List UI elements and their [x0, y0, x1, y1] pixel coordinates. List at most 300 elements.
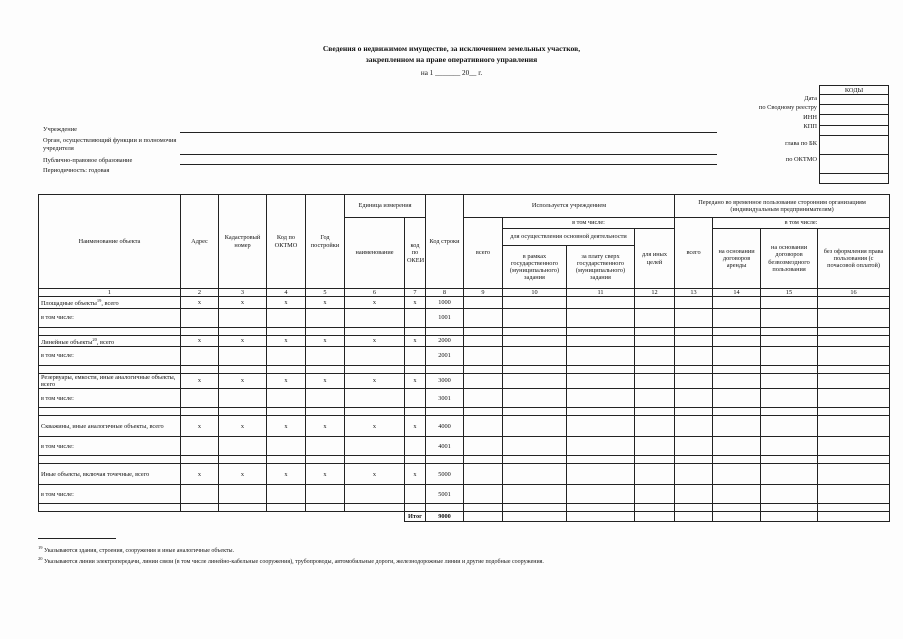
value-cell[interactable]: [345, 346, 405, 365]
value-cell[interactable]: [39, 456, 181, 464]
value-cell[interactable]: [675, 464, 713, 485]
value-cell[interactable]: [761, 373, 818, 388]
row-footnote-marker: 19: [96, 298, 102, 304]
value-cell[interactable]: [567, 327, 635, 335]
column-number-15: 15: [761, 289, 818, 297]
footnote-20-marker: 20: [38, 556, 43, 561]
header-state-task: в рамках государственного (муниципального) задания: [503, 246, 567, 289]
value-cell[interactable]: [567, 389, 635, 408]
value-cell[interactable]: [464, 504, 503, 512]
value-cell[interactable]: [635, 512, 675, 522]
value-cell[interactable]: [713, 437, 761, 456]
header-used-including: в том числе:: [503, 218, 675, 229]
value-cell[interactable]: [405, 389, 426, 408]
header-name: Наименование объекта: [39, 195, 181, 289]
value-cell[interactable]: [761, 504, 818, 512]
value-cell[interactable]: [761, 485, 818, 504]
total-row: [39, 512, 890, 522]
value-cell[interactable]: [181, 389, 219, 408]
value-cell[interactable]: [761, 308, 818, 327]
field-label-periodicity: Периодичность: годовая: [43, 167, 110, 174]
value-cell[interactable]: [713, 416, 761, 437]
value-cell[interactable]: [567, 308, 635, 327]
value-cell[interactable]: [503, 297, 567, 308]
value-cell[interactable]: [567, 408, 635, 416]
cell-mark: x: [306, 335, 345, 346]
value-cell[interactable]: [635, 308, 675, 327]
value-cell[interactable]: [635, 297, 675, 308]
row-including-label: в том числе:: [39, 346, 181, 365]
cell-mark: x: [306, 464, 345, 485]
value-cell[interactable]: [405, 437, 426, 456]
value-cell[interactable]: [181, 346, 219, 365]
value-cell[interactable]: [635, 485, 675, 504]
value-cell[interactable]: [635, 456, 675, 464]
value-cell[interactable]: [405, 346, 426, 365]
value-cell[interactable]: [267, 365, 306, 373]
value-cell[interactable]: [675, 437, 713, 456]
row-name-text: Площадные объекты: [41, 300, 97, 308]
value-cell[interactable]: [818, 346, 890, 365]
value-cell[interactable]: [503, 512, 567, 522]
value-cell[interactable]: [267, 408, 306, 416]
cell-mark: x: [181, 373, 219, 388]
footnote-divider: [38, 538, 116, 539]
value-cell[interactable]: [818, 327, 890, 335]
value-cell[interactable]: [219, 456, 267, 464]
row-code: 2001: [426, 346, 464, 365]
table-row: [39, 346, 890, 365]
value-cell[interactable]: [635, 373, 675, 388]
code-cell-oktmo[interactable]: [820, 154, 889, 173]
value-cell[interactable]: [761, 408, 818, 416]
cell-mark: x: [405, 416, 426, 437]
value-cell[interactable]: [818, 297, 890, 308]
value-cell[interactable]: [306, 327, 345, 335]
value-cell[interactable]: [567, 485, 635, 504]
value-cell[interactable]: [713, 346, 761, 365]
value-cell[interactable]: [219, 504, 267, 512]
table-row: [39, 335, 890, 346]
value-cell[interactable]: [306, 504, 345, 512]
cell-mark: x: [405, 335, 426, 346]
value-cell[interactable]: [267, 437, 306, 456]
value-cell[interactable]: [713, 512, 761, 522]
value-cell[interactable]: [405, 308, 426, 327]
value-cell[interactable]: [345, 389, 405, 408]
row-name-text: Линейные объекты: [41, 338, 93, 346]
value-cell[interactable]: [567, 373, 635, 388]
table-row: [39, 464, 890, 485]
value-cell[interactable]: [503, 485, 567, 504]
row-code: 1000: [426, 297, 464, 308]
header-year: Год постройки: [306, 195, 345, 289]
value-cell[interactable]: [503, 389, 567, 408]
value-cell[interactable]: [181, 437, 219, 456]
code-cell-registry[interactable]: [820, 105, 889, 115]
value-cell[interactable]: [675, 512, 713, 522]
row-including-label: в том числе:: [39, 308, 181, 327]
row-name-tail: , всего: [101, 300, 119, 308]
value-cell[interactable]: [181, 485, 219, 504]
column-number-2: 2: [181, 289, 219, 297]
value-cell[interactable]: [675, 456, 713, 464]
value-cell[interactable]: [306, 365, 345, 373]
value-cell[interactable]: [426, 408, 464, 416]
table-row: [39, 389, 890, 408]
value-cell[interactable]: [267, 389, 306, 408]
value-cell[interactable]: [503, 327, 567, 335]
cell-mark: x: [345, 373, 405, 388]
table-row: [39, 485, 890, 504]
value-cell[interactable]: [267, 327, 306, 335]
field-label-authority: Орган, осуществляющий функции и полномочия учредителя: [43, 137, 177, 152]
cell-mark: x: [219, 464, 267, 485]
header-free-use: на основании договоров безвозмездного пользования: [761, 229, 818, 289]
table-row: [39, 416, 890, 437]
column-number-8: 8: [426, 289, 464, 297]
value-cell[interactable]: [567, 464, 635, 485]
value-cell[interactable]: [713, 504, 761, 512]
value-cell[interactable]: [675, 297, 713, 308]
column-number-5: 5: [306, 289, 345, 297]
value-cell[interactable]: [464, 297, 503, 308]
value-cell[interactable]: [635, 437, 675, 456]
value-cell[interactable]: [464, 365, 503, 373]
header-unit-code: код по ОКЕИ: [405, 218, 426, 289]
property-table: [38, 194, 890, 522]
value-cell[interactable]: [405, 485, 426, 504]
row-name: [39, 373, 181, 388]
value-cell[interactable]: [267, 346, 306, 365]
value-cell[interactable]: [464, 308, 503, 327]
value-cell[interactable]: [713, 389, 761, 408]
total-label: Итог: [405, 512, 426, 522]
value-cell[interactable]: [306, 389, 345, 408]
value-cell[interactable]: [181, 308, 219, 327]
cell-mark: x: [267, 373, 306, 388]
value-cell[interactable]: [761, 437, 818, 456]
column-number-6: 6: [345, 289, 405, 297]
value-cell[interactable]: [761, 327, 818, 335]
value-cell[interactable]: [181, 456, 219, 464]
value-cell[interactable]: [426, 327, 464, 335]
value-cell[interactable]: [181, 504, 219, 512]
table-row: [39, 327, 890, 335]
cell-mark: x: [405, 464, 426, 485]
value-cell[interactable]: [345, 437, 405, 456]
code-label-registry: по Сводному реестру: [758, 104, 817, 111]
value-cell[interactable]: [464, 485, 503, 504]
row-code: 3000: [426, 373, 464, 388]
value-cell[interactable]: [345, 485, 405, 504]
total-blank: [39, 512, 405, 522]
value-cell[interactable]: [464, 373, 503, 388]
value-cell[interactable]: [675, 327, 713, 335]
value-cell[interactable]: [219, 437, 267, 456]
value-cell[interactable]: [635, 346, 675, 365]
value-cell[interactable]: [306, 485, 345, 504]
cell-mark: x: [219, 416, 267, 437]
value-cell[interactable]: [464, 464, 503, 485]
value-cell[interactable]: [464, 512, 503, 522]
value-cell[interactable]: [464, 346, 503, 365]
value-cell[interactable]: [405, 456, 426, 464]
total-code: 9000: [426, 512, 464, 522]
value-cell[interactable]: [345, 308, 405, 327]
value-cell[interactable]: [405, 504, 426, 512]
field-line-public-entity[interactable]: [180, 164, 717, 165]
cell-mark: x: [267, 464, 306, 485]
form-title-line-1: Сведения о недвижимом имуществе, за исключением земельных участков,: [322, 44, 581, 53]
value-cell[interactable]: [713, 365, 761, 373]
value-cell[interactable]: [567, 335, 635, 346]
value-cell[interactable]: [567, 504, 635, 512]
value-cell[interactable]: [567, 346, 635, 365]
column-number-9: 9: [464, 289, 503, 297]
value-cell[interactable]: [675, 389, 713, 408]
value-cell[interactable]: [267, 456, 306, 464]
value-cell[interactable]: [761, 512, 818, 522]
value-cell[interactable]: [503, 504, 567, 512]
value-cell[interactable]: [345, 408, 405, 416]
value-cell[interactable]: [464, 327, 503, 335]
value-cell[interactable]: [567, 365, 635, 373]
cell-mark: x: [306, 373, 345, 388]
value-cell[interactable]: [675, 416, 713, 437]
value-cell[interactable]: [818, 335, 890, 346]
value-cell[interactable]: [818, 504, 890, 512]
value-cell[interactable]: [675, 373, 713, 388]
footnote-19-marker: 19: [38, 545, 43, 550]
value-cell[interactable]: [567, 512, 635, 522]
value-cell[interactable]: [267, 308, 306, 327]
value-cell[interactable]: [567, 437, 635, 456]
cell-mark: x: [345, 335, 405, 346]
column-number-16: 16: [818, 289, 890, 297]
code-cell-kpp[interactable]: [820, 125, 889, 135]
field-label-public-entity: Публично-правовое образование: [43, 157, 133, 164]
value-cell[interactable]: [426, 456, 464, 464]
header-oktmo: Код по ОКТМО: [267, 195, 306, 289]
value-cell[interactable]: [405, 408, 426, 416]
code-cell-blank[interactable]: [820, 173, 889, 183]
value-cell[interactable]: [219, 389, 267, 408]
header-other: для иных целей: [635, 229, 675, 289]
column-number-1: 1: [39, 289, 181, 297]
value-cell[interactable]: [426, 504, 464, 512]
value-cell[interactable]: [39, 504, 181, 512]
value-cell[interactable]: [761, 389, 818, 408]
value-cell[interactable]: [503, 408, 567, 416]
row-code: 3001: [426, 389, 464, 408]
value-cell[interactable]: [181, 408, 219, 416]
value-cell[interactable]: [818, 485, 890, 504]
value-cell[interactable]: [635, 365, 675, 373]
cell-mark: x: [267, 416, 306, 437]
column-number-14: 14: [713, 289, 761, 297]
value-cell[interactable]: [761, 365, 818, 373]
row-code: 1001: [426, 308, 464, 327]
value-cell[interactable]: [219, 346, 267, 365]
value-cell[interactable]: [405, 365, 426, 373]
value-cell[interactable]: [39, 365, 181, 373]
row-name: [39, 416, 181, 437]
value-cell[interactable]: [635, 416, 675, 437]
header-paid: за плату сверх государственного (муниципального) задания: [567, 246, 635, 289]
code-cell-inn[interactable]: [820, 115, 889, 125]
header-row-code: Код строки: [426, 195, 464, 289]
value-cell[interactable]: [713, 308, 761, 327]
value-cell[interactable]: [761, 335, 818, 346]
value-cell[interactable]: [818, 365, 890, 373]
value-cell[interactable]: [635, 464, 675, 485]
value-cell[interactable]: [219, 327, 267, 335]
value-cell[interactable]: [761, 416, 818, 437]
value-cell[interactable]: [219, 308, 267, 327]
value-cell[interactable]: [713, 464, 761, 485]
value-cell[interactable]: [219, 365, 267, 373]
cell-mark: x: [181, 464, 219, 485]
value-cell[interactable]: [635, 327, 675, 335]
value-cell[interactable]: [503, 373, 567, 388]
cell-mark: x: [267, 297, 306, 308]
value-cell[interactable]: [503, 464, 567, 485]
value-cell[interactable]: [818, 308, 890, 327]
value-cell[interactable]: [464, 437, 503, 456]
row-name: [39, 297, 181, 308]
value-cell[interactable]: [345, 504, 405, 512]
value-cell[interactable]: [464, 408, 503, 416]
value-cell[interactable]: [675, 335, 713, 346]
value-cell[interactable]: [675, 408, 713, 416]
value-cell[interactable]: [567, 416, 635, 437]
value-cell[interactable]: [818, 437, 890, 456]
cell-mark: x: [345, 464, 405, 485]
value-cell[interactable]: [713, 297, 761, 308]
row-name: [39, 464, 181, 485]
value-cell[interactable]: [345, 365, 405, 373]
value-cell[interactable]: [818, 389, 890, 408]
field-line-institution[interactable]: [180, 132, 717, 133]
value-cell[interactable]: [761, 346, 818, 365]
value-cell[interactable]: [426, 365, 464, 373]
value-cell[interactable]: [635, 408, 675, 416]
value-cell[interactable]: [675, 504, 713, 512]
value-cell[interactable]: [405, 327, 426, 335]
value-cell[interactable]: [306, 437, 345, 456]
value-cell[interactable]: [267, 485, 306, 504]
cell-mark: x: [181, 335, 219, 346]
value-cell[interactable]: [503, 308, 567, 327]
value-cell[interactable]: [306, 408, 345, 416]
header-unit: Единица измерения: [345, 195, 426, 218]
value-cell[interactable]: [713, 327, 761, 335]
value-cell[interactable]: [761, 456, 818, 464]
row-including-label: в том числе:: [39, 437, 181, 456]
value-cell[interactable]: [181, 327, 219, 335]
value-cell[interactable]: [306, 456, 345, 464]
value-cell[interactable]: [345, 327, 405, 335]
code-cell-bk[interactable]: [820, 135, 889, 154]
column-number-13: 13: [675, 289, 713, 297]
value-cell[interactable]: [464, 416, 503, 437]
value-cell[interactable]: [464, 456, 503, 464]
value-cell[interactable]: [464, 335, 503, 346]
value-cell[interactable]: [567, 456, 635, 464]
cell-mark: x: [219, 373, 267, 388]
value-cell[interactable]: [635, 389, 675, 408]
row-code: 5000: [426, 464, 464, 485]
field-line-authority[interactable]: [180, 154, 717, 155]
row-name-text: Иные объекты, включая точечные, всего: [41, 470, 150, 478]
value-cell[interactable]: [345, 456, 405, 464]
value-cell[interactable]: [675, 485, 713, 504]
value-cell[interactable]: [39, 408, 181, 416]
table-row: [39, 504, 890, 512]
value-cell[interactable]: [713, 373, 761, 388]
value-cell[interactable]: [713, 485, 761, 504]
value-cell[interactable]: [39, 327, 181, 335]
value-cell[interactable]: [818, 464, 890, 485]
value-cell[interactable]: [181, 365, 219, 373]
value-cell[interactable]: [306, 346, 345, 365]
value-cell[interactable]: [761, 464, 818, 485]
value-cell[interactable]: [818, 456, 890, 464]
value-cell[interactable]: [219, 485, 267, 504]
column-number-4: 4: [267, 289, 306, 297]
header-address: Адрес: [181, 195, 219, 289]
value-cell[interactable]: [503, 437, 567, 456]
value-cell[interactable]: [818, 408, 890, 416]
value-cell[interactable]: [675, 308, 713, 327]
value-cell[interactable]: [675, 346, 713, 365]
value-cell[interactable]: [818, 373, 890, 388]
value-cell[interactable]: [267, 504, 306, 512]
value-cell[interactable]: [219, 408, 267, 416]
value-cell[interactable]: [306, 308, 345, 327]
code-label-date: Дата: [804, 95, 817, 102]
value-cell[interactable]: [503, 456, 567, 464]
value-cell[interactable]: [464, 389, 503, 408]
table-row: [39, 297, 890, 308]
value-cell[interactable]: [503, 416, 567, 437]
value-cell[interactable]: [675, 365, 713, 373]
value-cell[interactable]: [503, 365, 567, 373]
value-cell[interactable]: [713, 456, 761, 464]
header-transferred: Передано во временное пользование сторонним организациям (индивидуальным предпринимателям): [675, 195, 890, 218]
row-name: [39, 335, 181, 346]
value-cell[interactable]: [818, 416, 890, 437]
column-number-12: 12: [635, 289, 675, 297]
value-cell[interactable]: [761, 297, 818, 308]
code-cell-date[interactable]: [820, 95, 889, 105]
value-cell[interactable]: [713, 408, 761, 416]
value-cell[interactable]: [503, 335, 567, 346]
footnote-20-text: Указываются линии электропередачи, линии связи (в том числе линейно-кабельные сооружения), трубопроводы, автомобильные дороги, железнодорожные линии и другие подобные сооружения.: [44, 559, 544, 565]
footnote-19: [38, 545, 234, 554]
value-cell[interactable]: [503, 346, 567, 365]
value-cell[interactable]: [818, 512, 890, 522]
value-cell[interactable]: [635, 335, 675, 346]
report-date: на 1 _______ 20__ г.: [420, 69, 483, 77]
code-label-inn: ИНН: [803, 114, 817, 121]
value-cell[interactable]: [635, 504, 675, 512]
value-cell[interactable]: [713, 335, 761, 346]
cell-mark: x: [345, 416, 405, 437]
value-cell[interactable]: [567, 297, 635, 308]
header-used: Используется учреждением: [464, 195, 675, 218]
